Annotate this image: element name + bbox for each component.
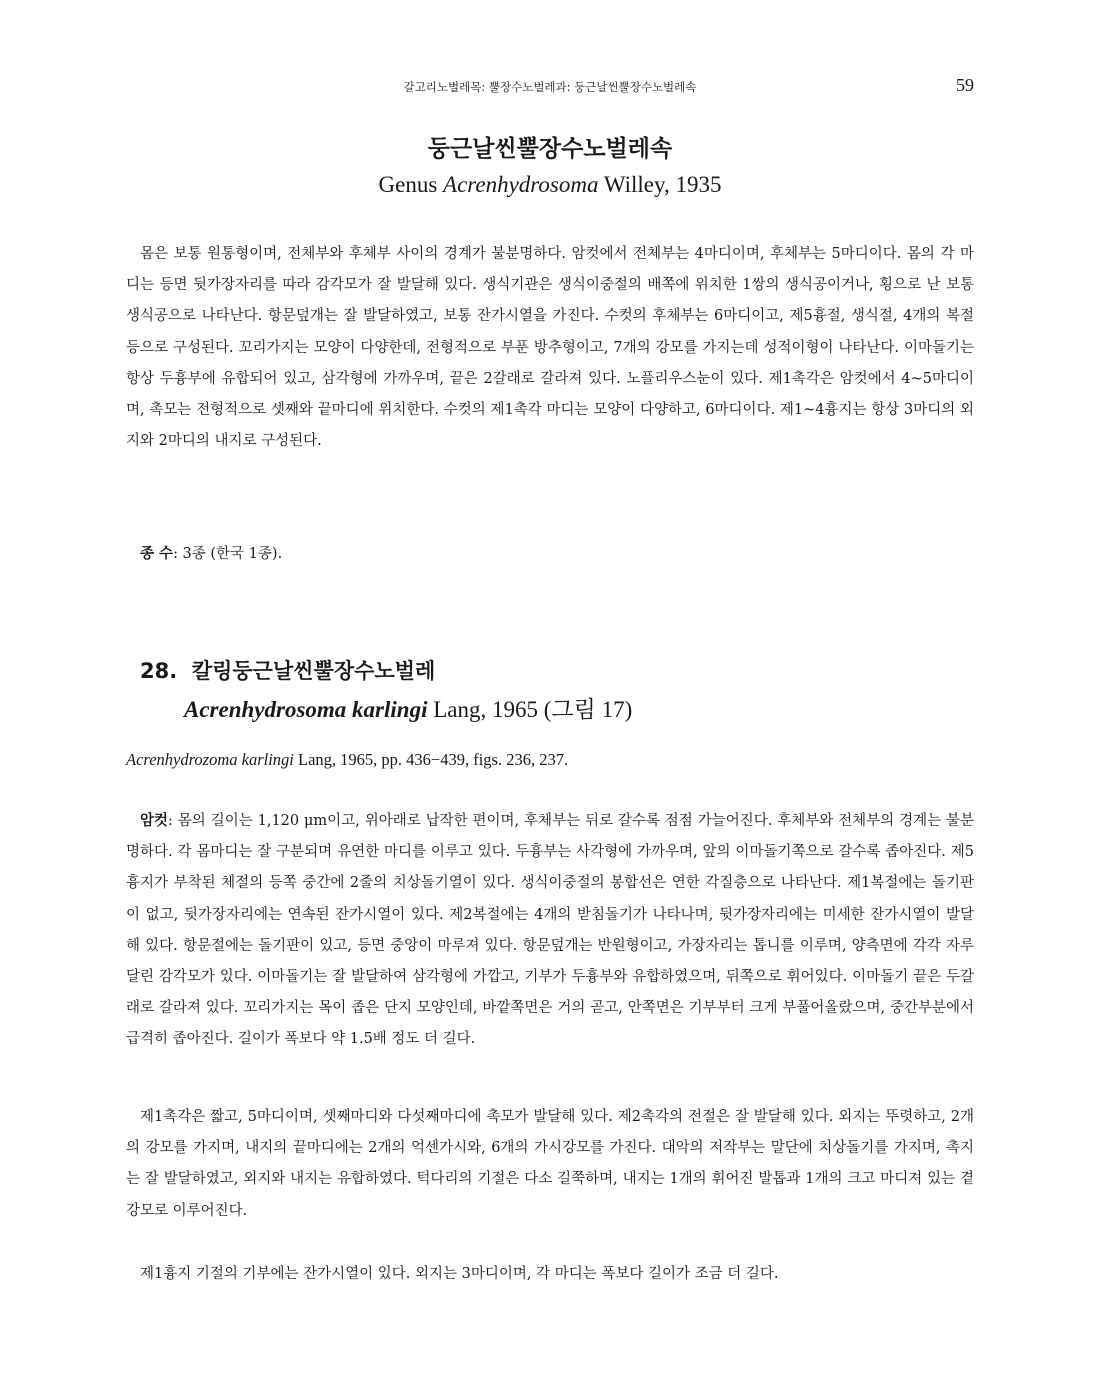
genus-description: 몸은 보통 원통형이며, 전체부와 후체부 사이의 경계가 불분명하다. 암컷에서 전체부는 4마디이며, 후체부는 5마디이다. 몸의 각 마디는 등면 뒷가장자리를 따라 감각모가 잘 발달해 있다. 생식기관은 생식이중절의 배쪽에 위치한 1쌍의 생식공이거나, 횡으로 난 보통 생식공으로 나타난다. 항문덮개는 잘 발달하였고, 보통 잔가시열을 가진다. 수컷의 후체부는 6마디이고, 제5흉절, 생식절, 4개의 복절 등으로 구성된다. 꼬리가지는 모양이 다양한데, 전형적으로 부푼 방추형이고, 7개의 강모를 가지는데 성적이형이 나타난다. 이마돌기는 항상 두흉부에 유합되어 있고, 삼각형에 가까우며, 끝은 2갈래로 갈라져 있다. 노플리우스눈이 있다. 제1촉각은 암컷에서 4~5마디이며, 촉모는 전형적으로 셋째와 끝마디에 위치한다. 수컷의 제1촉각 마디는 모양이 다양하고, 6마디이다. 제1~4흉지는 항상 3마디의 외지와 2마디의 내지로 구성된다. xyxy=(126,246,974,450)
female-label: 암컷 xyxy=(140,812,169,829)
species-count-text: : 3종 (한국 1종). xyxy=(173,546,283,562)
antenna-description: 제1촉각은 짧고, 5마디이며, 셋째마디와 다섯째마디에 촉모가 발달해 있다. 제2촉각의 전절은 잘 발달해 있다. 외지는 뚜렷하고, 2개의 강모를 가지며, 내지의 끝마디에는 2개의 억센가시와, 6개의 가시강모를 가진다. 대악의 저작부는 말단에 치상돌기를 가지며, 촉지는 잘 발달하였고, 외지와 내지는 유합하였다. 턱다리의 기절은 다소 길쭉하며, 내지는 1개의 휘어진 발톱과 1개의 크고 마디져 있는 곁강모로 이루어진다. xyxy=(126,1109,974,1219)
species-authority: Lang, 1965 (그림 17) xyxy=(433,697,633,722)
species-title-korean xyxy=(140,655,974,685)
female-text: : 몸의 길이는 1,120 μm이고, 위아래로 납작한 편이며, 후체부는 뒤로 갈수록 점점 가늘어진다. 후체부와 전체부의 경계는 불분명하다. 각 몸마디는 잘 구분되며 유연한 마디를 이루고 있다. 두흉부는 사각형에 가까우며, 앞의 이마돌기쪽으로 갈수록 좁아진다. 제5흉지가 부착된 체절의 등쪽 중간에 2줄의 치상돌기열이 있다. 생식이중절의 봉합선은 연한 각질층으로 나타난다. 제1복절에는 돌기판이 없고, 뒷가장자리에는 연속된 잔가시열이 있다. 제2복절에는 4개의 받침돌기가 나타나며, 뒷가장자리에는 미세한 잔가시열이 발달해 있다. 항문절에는 돌기판이 있고, 등면 중앙이 마루져 있다. 항문덮개는 반원형이고, 가장자리는 톱니를 이루며, 양측면에 각각 자루달린 감각모가 있다. 이마돌기는 잘 발달하여 삼각형에 가깝고, 기부가 두흉부와 유합하였으며, 뒤쪽으로 휘어있다. 이마돌기 끝은 두갈래로 갈라져 있다. 꼬리가지는 목이 좁은 단지 모양인데, 바깥쪽면은 거의 곧고, 안쪽면은 기부부터 크게 부풀어올랐으며, 중간부분에서 급격히 좁아진다. 길이가 폭보다 약 1.5배 정도 더 길다. xyxy=(126,813,974,1048)
species-title-latin xyxy=(184,691,974,724)
page-number: 59 xyxy=(956,75,974,95)
synonym-citation xyxy=(126,750,974,770)
synonym-name: Acrenhydrozoma karlingi xyxy=(126,750,294,769)
species-count-label: 종 수 xyxy=(140,545,174,562)
species-scientific-name: Acrenhydrosoma karlingi xyxy=(184,697,428,722)
species-heading xyxy=(140,655,974,724)
species-name-korean: 칼링둥근날씬뿔장수노벌레 xyxy=(191,659,436,683)
genus-title-korean: 둥근날씬뿔장수노벌레속 xyxy=(427,136,673,162)
genus-title-latin xyxy=(126,172,974,198)
genus-label: Genus xyxy=(378,172,438,197)
running-head-text: 갈고리노벌레목: 뿔장수노벌레과: 둥근날씬뿔장수노벌레속 xyxy=(403,80,697,94)
species-number: 28. xyxy=(140,659,178,683)
female-description xyxy=(126,805,974,1056)
leg-description: 제1흉지 기절의 기부에는 잔가시열이 있다. 외지는 3마디이며, 각 마디는 폭보다 길이가 조금 더 길다. xyxy=(140,1266,779,1282)
running-head xyxy=(126,76,974,96)
page xyxy=(126,0,974,1400)
species-count xyxy=(126,542,282,563)
synonym-reference: Lang, 1965, pp. 436−439, figs. 236, 237. xyxy=(298,750,569,769)
genus-name: Acrenhydrosoma xyxy=(443,172,599,197)
genus-authority: Willey, 1935 xyxy=(603,172,722,197)
